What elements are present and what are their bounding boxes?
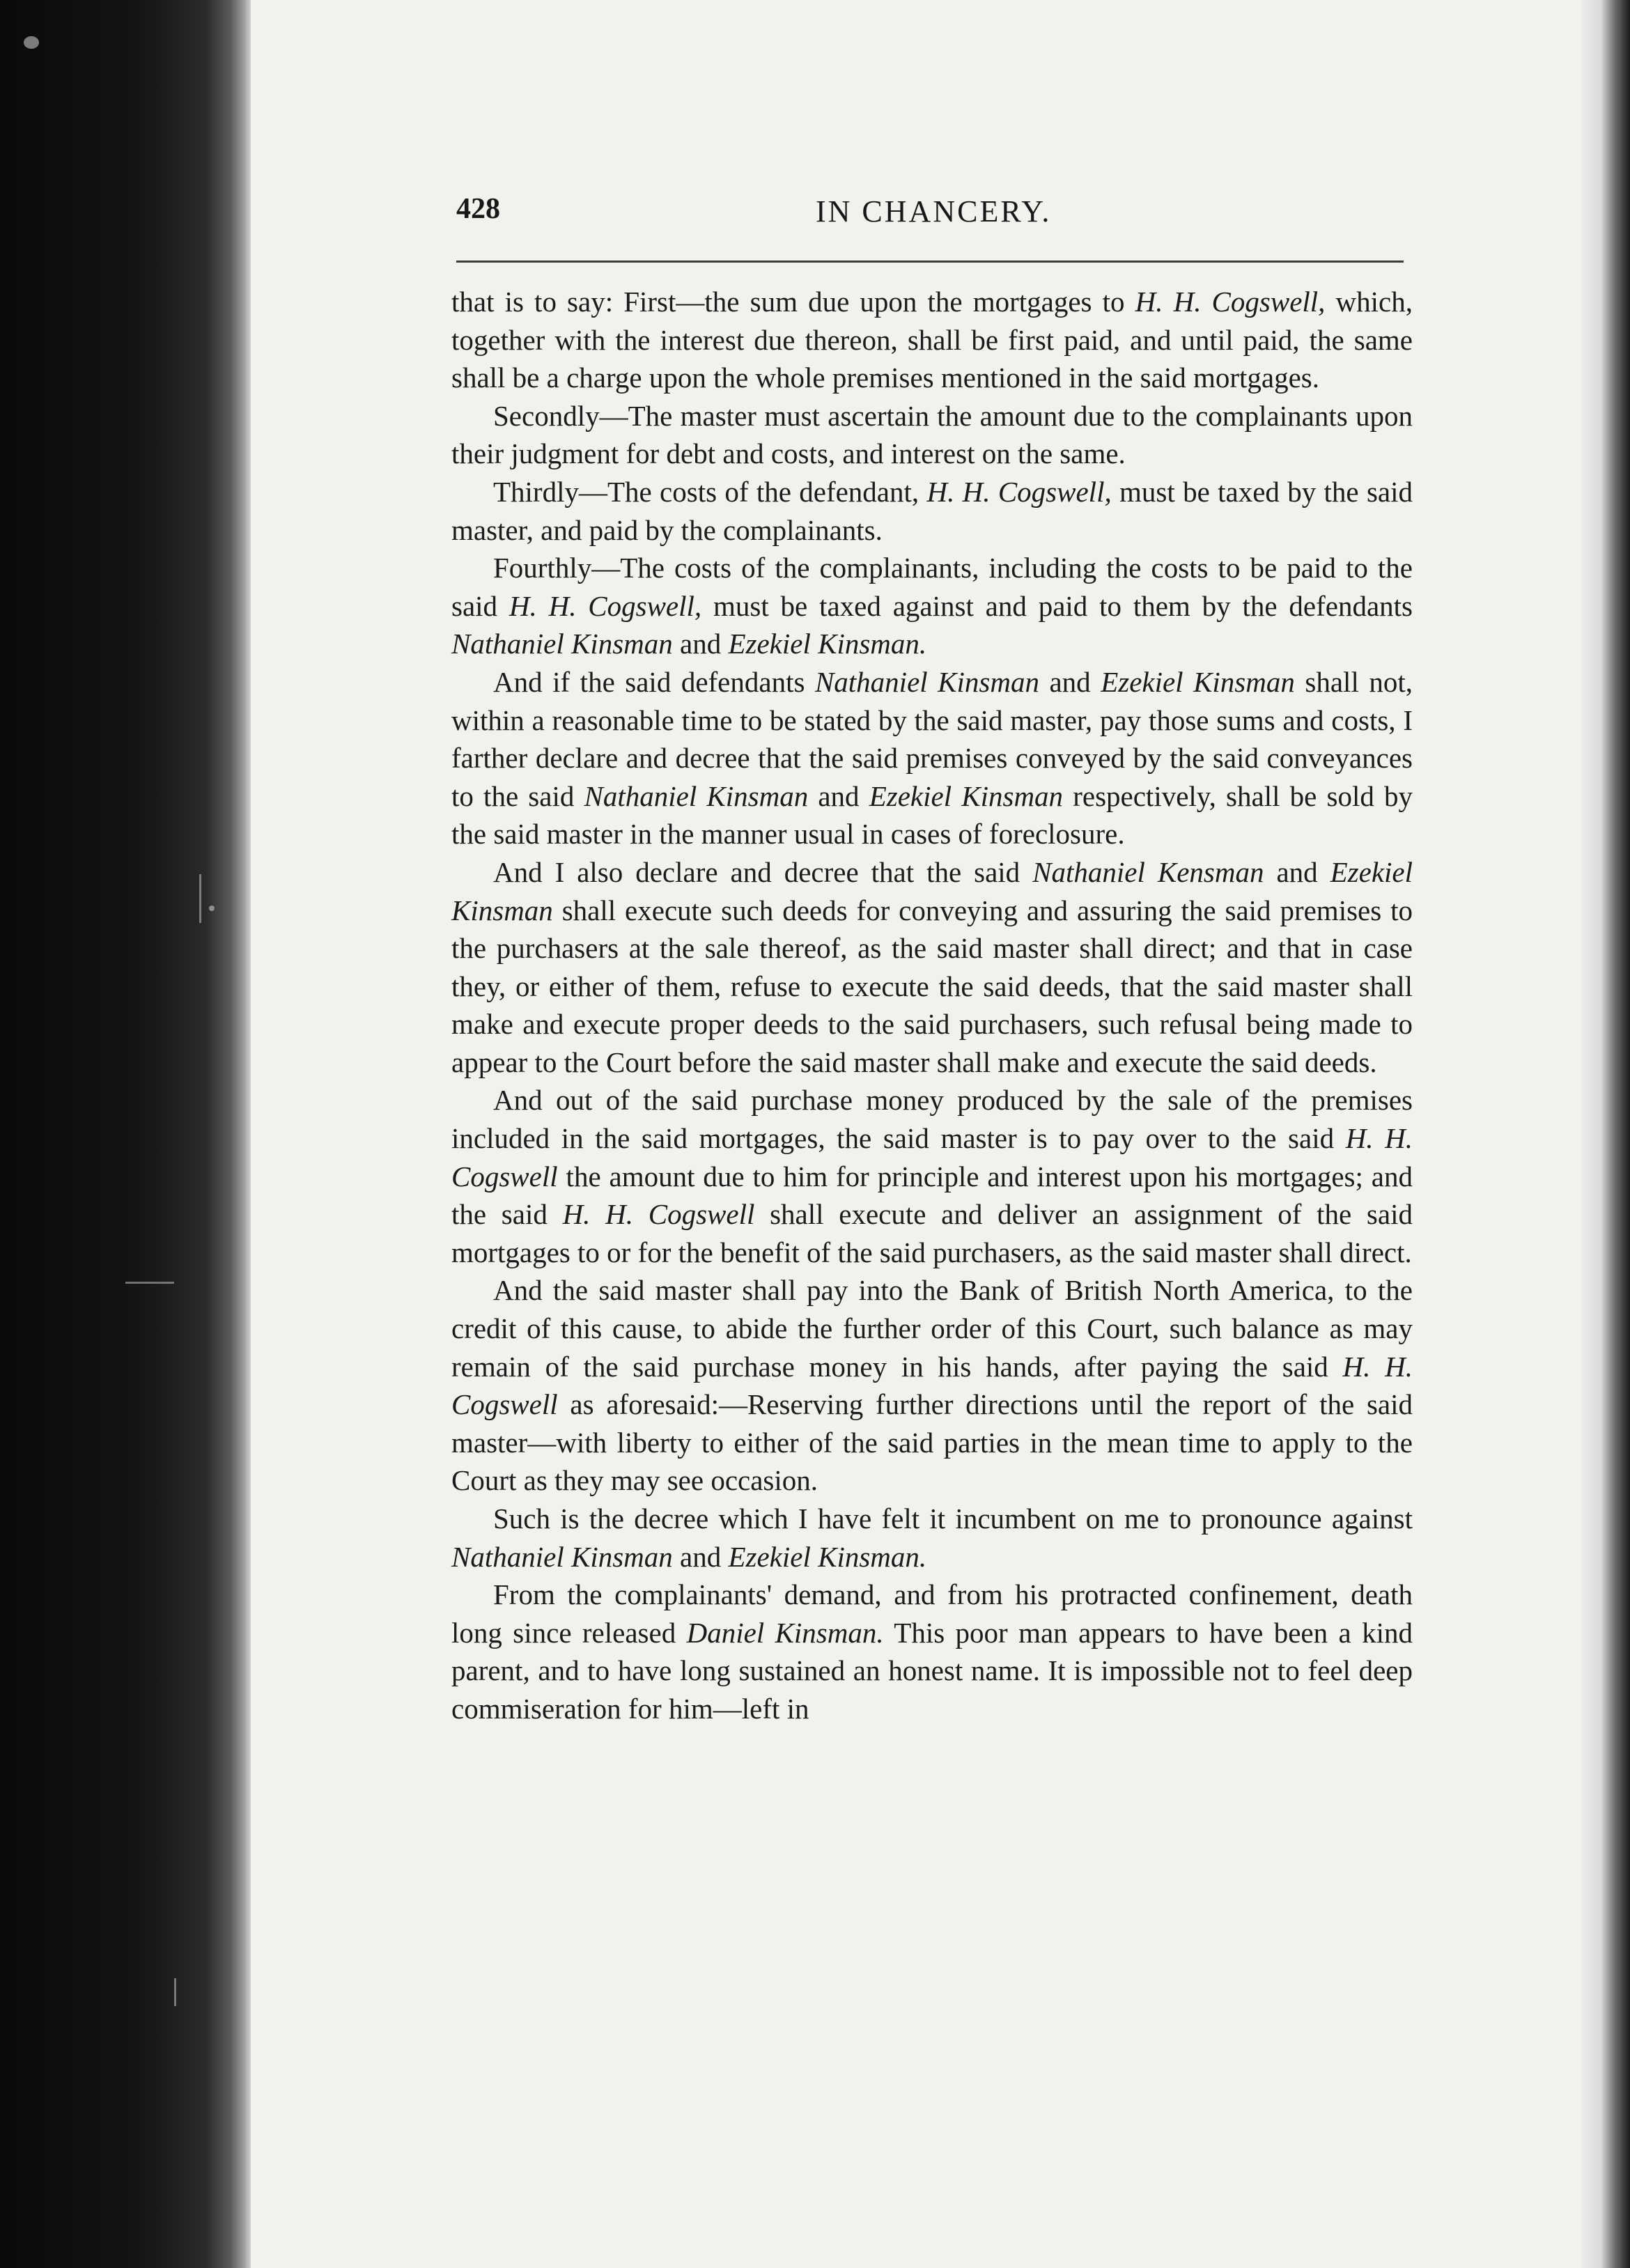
text-run: and bbox=[672, 628, 729, 660]
body-text bbox=[451, 283, 1413, 1728]
text-run: respectively, shall be sold by the said master in the manner usual in cases of foreclosure. bbox=[451, 779, 1413, 850]
text-run: And if the said defendants bbox=[493, 665, 815, 698]
text-run: shall execute such deeds for conveying and assuring the said premises to the purchasers at the sale thereof, as the said master shall direct; and that in case they, or either of them, refuse to execute the said deeds, that the said master shall make and execute proper deeds to the said purchasers, such refusal being made to appear to the Court before the said master shall make and execute the said deeds. bbox=[451, 894, 1413, 1078]
italic-name: Ezekiel Kinsman bbox=[1101, 665, 1295, 698]
paragraph bbox=[451, 473, 1413, 549]
text-run: And I also declare and decree that the said bbox=[493, 855, 1033, 888]
text-run: as aforesaid:—Reserving further directions until the report of the said master—with liberty to either of the said parties in the mean time to apply to the Court as they may see occasion. bbox=[451, 1388, 1413, 1497]
text-run: And the said master shall pay into the Bank of British North America, to the credit of this cause, to abide the further order of this Court, such balance as may remain of the said purchase money in his hands, after paying the said bbox=[451, 1274, 1413, 1383]
text-run: the amount due to him for principle and interest upon his mortgages; and the said bbox=[451, 1160, 1413, 1231]
italic-name: H. H. Cogswell, bbox=[509, 589, 702, 622]
header-rule bbox=[456, 261, 1404, 263]
italic-name: H. H. Cogswell bbox=[562, 1198, 755, 1231]
italic-name: Ezekiel Kinsman bbox=[451, 855, 1413, 926]
text-run: must be taxed against and paid to them by the defendants bbox=[701, 589, 1413, 622]
text-run: and bbox=[1039, 665, 1101, 698]
paragraph bbox=[451, 549, 1413, 663]
paragraph bbox=[451, 663, 1413, 853]
scan-scratch bbox=[174, 1978, 176, 2006]
italic-name: Nathaniel Kinsman bbox=[451, 628, 673, 660]
italic-name: Nathaniel Kinsman bbox=[814, 665, 1039, 698]
italic-name: Nathaniel Kinsman bbox=[584, 779, 809, 812]
italic-name: H. H. Cogswell, bbox=[926, 475, 1112, 508]
italic-name: Nathaniel Kinsman bbox=[451, 1540, 673, 1573]
text-run: and bbox=[808, 779, 869, 812]
text-run: that is to say: First—the sum due upon the mortgages to bbox=[451, 286, 1135, 318]
paragraph bbox=[451, 1576, 1413, 1727]
text-run: Fourthly—The costs of the complainants, including the costs to be paid to the said bbox=[451, 552, 1413, 622]
page-edge-shadow bbox=[1581, 0, 1630, 2268]
page-number: 428 bbox=[456, 193, 500, 225]
paragraph bbox=[451, 1271, 1413, 1500]
paragraph bbox=[451, 1081, 1413, 1271]
scan-speck bbox=[209, 906, 215, 911]
italic-name: Daniel Kinsman. bbox=[686, 1616, 884, 1649]
italic-name: H. H. Cogswell, bbox=[1135, 286, 1326, 318]
italic-name: H. H. Cogswell bbox=[451, 1350, 1413, 1421]
italic-name: Ezekiel Kinsman. bbox=[728, 1540, 927, 1573]
text-run: shall not, within a reasonable time to be stated by the said master, pay those sums and costs, I farther declare and decree that the said premises conveyed by the said conveyances to the said bbox=[451, 665, 1413, 812]
paragraph bbox=[451, 853, 1413, 1082]
text-run: And out of the said purchase money produced by the sale of the premises included in the said mortgages, the said master is to pay over to the said bbox=[451, 1084, 1413, 1155]
paragraph bbox=[451, 283, 1413, 397]
italic-name: H. H. Cogswell bbox=[451, 1122, 1413, 1193]
text-run: and bbox=[1264, 855, 1330, 888]
text-run: shall execute and deliver an assignment of the said mortgages to or for the benefit of the said purchasers, as the said master shall direct. bbox=[451, 1198, 1413, 1268]
running-head: IN CHANCERY. bbox=[816, 194, 1052, 228]
text-run: Secondly—The master must ascertain the amount due to the complainants upon their judgment for debt and costs, and interest on the same. bbox=[451, 399, 1413, 470]
scan-scratch bbox=[199, 874, 201, 923]
scan-speck bbox=[24, 36, 39, 49]
text-run: which, together with the interest due thereon, shall be first paid, and until paid, the same shall be a charge upon the whole premises mentioned in the said mortgages. bbox=[451, 286, 1413, 394]
italic-name: Nathaniel Kensman bbox=[1032, 855, 1264, 888]
book-binding-shadow bbox=[0, 0, 251, 2268]
text-run: Such is the decree which I have felt it incumbent on me to pronounce against bbox=[493, 1502, 1413, 1535]
scan-scratch bbox=[125, 1282, 174, 1284]
italic-name: Ezekiel Kinsman bbox=[869, 779, 1064, 812]
text-run: Thirdly—The costs of the defendant, bbox=[493, 475, 927, 508]
text-run: From the complainants' demand, and from his protracted confinement, death long since released bbox=[451, 1578, 1413, 1649]
page-header bbox=[456, 187, 1404, 242]
italic-name: Ezekiel Kinsman. bbox=[728, 628, 927, 660]
text-run: must be taxed by the said master, and paid by the complainants. bbox=[451, 475, 1413, 546]
paragraph bbox=[451, 1500, 1413, 1576]
paragraph bbox=[451, 397, 1413, 473]
text-run: This poor man appears to have been a kind parent, and to have long sustained an honest name. It is impossible not to feel deep commiseration for him—left in bbox=[451, 1616, 1413, 1725]
text-run: and bbox=[672, 1540, 729, 1573]
